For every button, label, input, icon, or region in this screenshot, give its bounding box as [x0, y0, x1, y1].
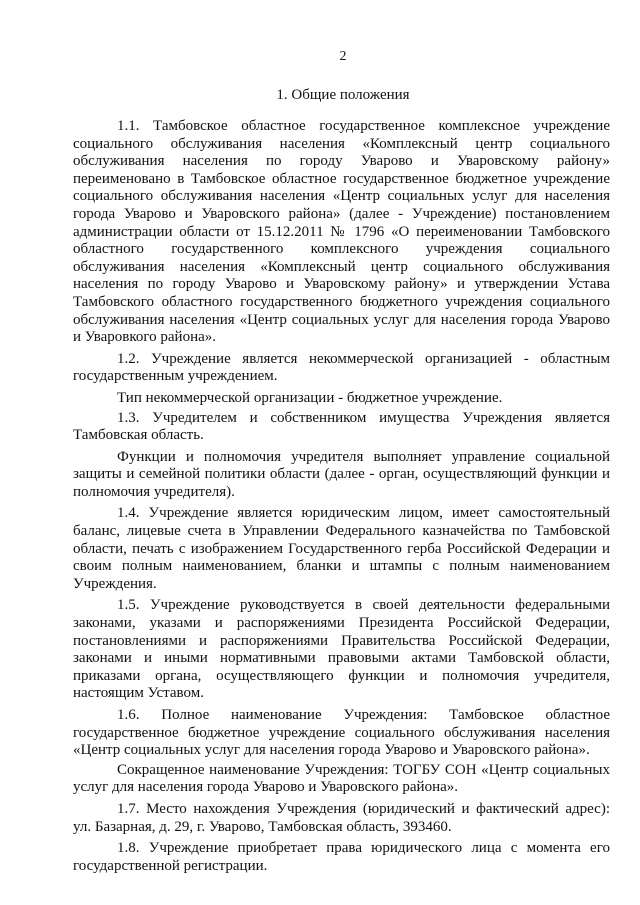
paragraph-short-name: Сокращенное наименование Учреждения: ТОГБУ СОН «Центр социальных услуг для населения города Уварово и Уваровского района». — [73, 761, 610, 796]
paragraph-nonprofit-type: Тип некоммерческой организации - бюджетное учреждение. — [117, 389, 503, 406]
document-body — [73, 118, 610, 879]
paragraph-1-5: 1.5. Учреждение руководствуется в своей деятельности федеральными законами, указами и распоряжениями Президента Российской Федерации, постановлениями и распоряжениями Правительства Российской Федерации, законами и иными нормативными правовыми актами Тамбовской области, приказами органа, осуществляющего функции и полномочия учредителя, настоящим Уставом. — [73, 597, 610, 702]
paragraph-founder-functions: Функции и полномочия учредителя выполняет управление социальной защиты и семейной политики области (далее - орган, осуществляющий функции и полномочия учредителя). — [73, 448, 610, 500]
section-title: 1. Общие положения — [276, 87, 410, 103]
paragraph-1-2: 1.2. Учреждение является некоммерческой организацией - областным государственным учреждением. — [73, 350, 610, 385]
paragraph-1-3: 1.3. Учредителем и собственником имущества Учреждения является Тамбовская область. — [73, 409, 610, 444]
page-number: 2 — [339, 49, 347, 64]
paragraph-1-6: 1.6. Полное наименование Учреждения: Тамбовское областное государственное бюджетное учреждение социального обслуживания населения «Центр социальных услуг для населения города Уварово и Уваровского района». — [73, 707, 610, 759]
paragraph-1-1: 1.1. Тамбовское областное государственное комплексное учреждение социального обслуживания населения «Комплексный центр социального обслуживания населения по городу Уварово и Уваровскому району» переименовано в Тамбовское областное государственное бюджетное учреждение социального обслуживания населения «Центр социальных услуг для населения города Уварово и Уваровского района» (далее - Учреждение) постановлением администрации области от 15.12.2011 № 1796 «О переименовании Тамбовского областного государственного комплексного учреждения социального обслуживания населения «Комплексный центр социального обслуживания населения по городу Уварово и Уваровскому району» и утверждении Устава Тамбовского областного государственного бюджетного учреждения социального обслуживания населения «Центр социальных услуг для населения города Уварово и Уваровкого района». — [73, 118, 610, 346]
paragraph-1-7: 1.7. Место нахождения Учреждения (юридический и фактический адрес): ул. Базарная, д. 29, г. Уварово, Тамбовская область, 393460. — [73, 800, 610, 835]
paragraph-1-4: 1.4. Учреждение является юридическим лицом, имеет самостоятельный баланс, лицевые счета в Управлении Федерального казначейства по Тамбовской области, печать с изображением Государственного герба Российской Федерации и своим полным наименованием, бланки и штампы с полным наименованием Учреждения. — [73, 505, 610, 592]
paragraph-1-8: 1.8. Учреждение приобретает права юридического лица с момента его государственной регистрации. — [73, 840, 610, 874]
